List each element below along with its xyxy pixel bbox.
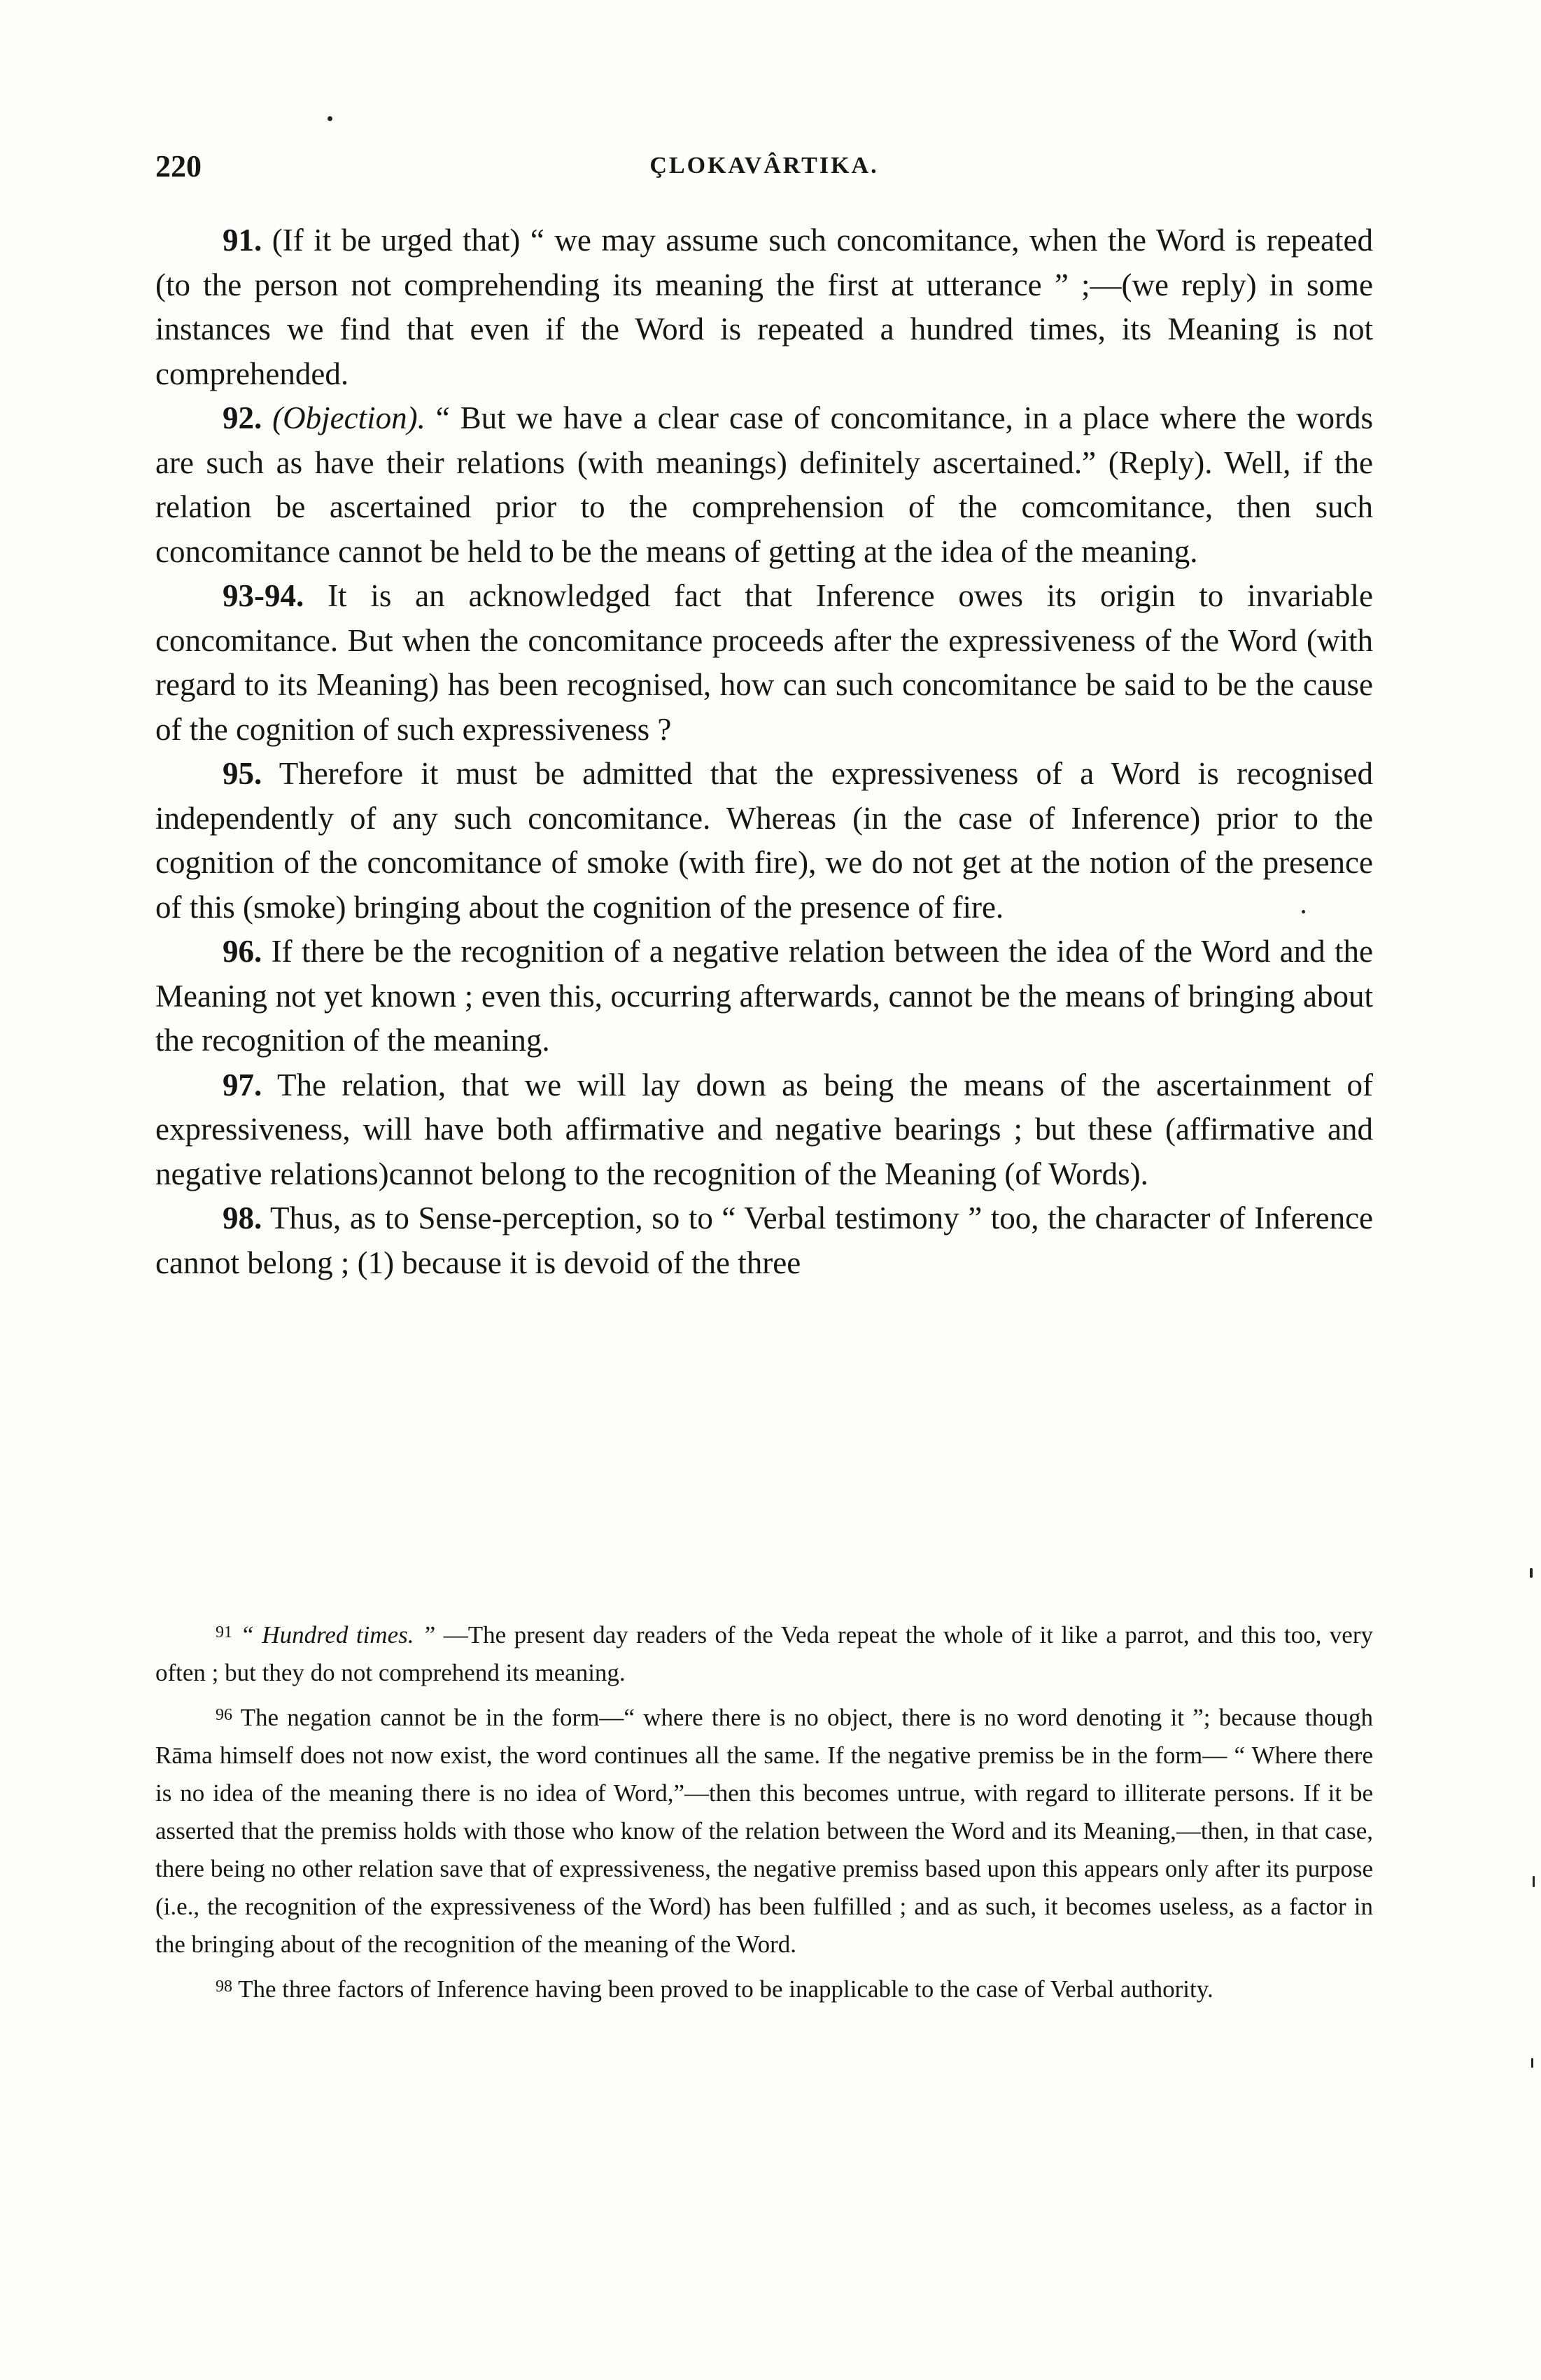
paragraph-text: If there be the recognition of a negative relation between the idea of the Word and the Meaning not yet known ; even this, occurring afterwards, cannot be the means of bringing about the recognition of the meaning. — [155, 934, 1373, 1058]
paragraph-text: (If it be urged that) “ we may assume such concomitance, when the Word is repeated (to the person not comprehending its meaning the first at utterance ” ;—(we reply) in some instances we find that even if the Word is repeated a hundred times, its Meaning is not comprehended. — [155, 223, 1374, 391]
paragraph-95 — [155, 752, 1373, 930]
paragraph-text: The relation, that we will lay down as being the means of the ascertainment of expressiveness, will have both affirmative and negative bearings ; but these (affirmative and negative relations)cannot belong to the recognition of the Meaning (of Words). — [155, 1067, 1374, 1191]
verse-number: 97. — [223, 1067, 262, 1102]
footnote-marker: 98 — [216, 1977, 232, 1996]
page-header — [155, 148, 1373, 190]
scan-speck — [328, 116, 332, 121]
paragraph-92 — [155, 396, 1373, 574]
paragraph-98 — [155, 1196, 1373, 1285]
paragraph-96 — [155, 930, 1373, 1063]
paragraph-text: “ But we have a clear case of concomitance, in a place where the words are such as have their relations (with meanings) definitely ascertained.” (Reply). Well, if the relation be ascertained prior to the comprehension of the comcomitance, then such concomitance cannot be held to be the means of getting at the idea of the meaning. — [155, 400, 1374, 569]
paragraph-93-94 — [155, 574, 1373, 752]
footnote-98 — [155, 1968, 1373, 2008]
verse-number: 93-94. — [223, 578, 304, 613]
paragraph-91 — [155, 218, 1373, 396]
footnote-text: The three factors of Inference having been proved to be inapplicable to the case of Verbal authority. — [238, 1975, 1213, 2003]
footnote-text: The negation cannot be in the form—“ where there is no object, there is no word denoting it ”; because though Rāma himself does not now exist, the word continues all the same. If the negative premiss be in the form— “ Where there is no idea of the meaning there is no idea of Word,”—then this becomes untrue, with regard to illiterate persons. If it be asserted that the premiss holds with those who know of the relation between the Word and its Meaning,—then, in that case, there being no other relation save that of expressiveness, the negative premiss based upon this appears only after its purpose (i.e., the recognition of the expressiveness of the Word) has been fulfilled ; and as such, it becomes useless, as a factor in the bringing about of the recognition of the meaning of the Word. — [155, 1704, 1373, 1958]
paragraph-text: Therefore it must be admitted that the expressiveness of a Word is recognised independently of any such concomitance. Whereas (in the case of Inference) prior to the cognition of the concomitance of smoke (with fire), we do not get at the notion of the presence of this (smoke) bringing about the cognition of the presence of fire. — [155, 756, 1373, 925]
verse-number: 98. — [223, 1200, 262, 1236]
verse-number: 95. — [223, 756, 262, 791]
running-title: ÇLOKAVÂRTIKA. — [649, 153, 879, 178]
verse-number: 96. — [223, 934, 262, 969]
footnote-text: —The present day readers of the Veda repeat the whole of it like a parrot, and this too, very often ; but they do not comprehend its meaning. — [155, 1621, 1374, 1686]
objection-label: (Objection). — [272, 400, 425, 435]
verse-number: 91. — [223, 223, 262, 258]
footnote-marker: 91 — [216, 1623, 232, 1642]
footnotes — [155, 1614, 1373, 2012]
footnote-91 — [155, 1614, 1373, 1692]
scan-speck — [1533, 1876, 1535, 1887]
scan-speck — [1531, 2058, 1533, 2068]
scan-speck — [1530, 1568, 1533, 1578]
page-number: 220 — [155, 149, 202, 183]
paragraph-text: Thus, as to Sense-perception, so to “ Verbal testimony ” too, the character of Inference cannot belong ; (1) because it is devoid of the three — [155, 1200, 1374, 1280]
main-text — [155, 218, 1373, 1285]
footnote-marker: 96 — [216, 1706, 232, 1724]
footnote-lemma: “ Hundred times. ” — [240, 1621, 436, 1648]
footnote-96 — [155, 1696, 1373, 1963]
paragraph-text: It is an acknowledged fact that Inference owes its origin to invariable concomitance. But when the concomitance proceeds after the expressiveness of the Word (with regard to its Meaning) has been recognised, how can such concomitance be said to be the cause of the cognition of such expressiveness ? — [155, 578, 1373, 747]
paragraph-97 — [155, 1063, 1373, 1197]
scan-speck — [1302, 910, 1305, 913]
verse-number: 92. — [223, 400, 262, 435]
